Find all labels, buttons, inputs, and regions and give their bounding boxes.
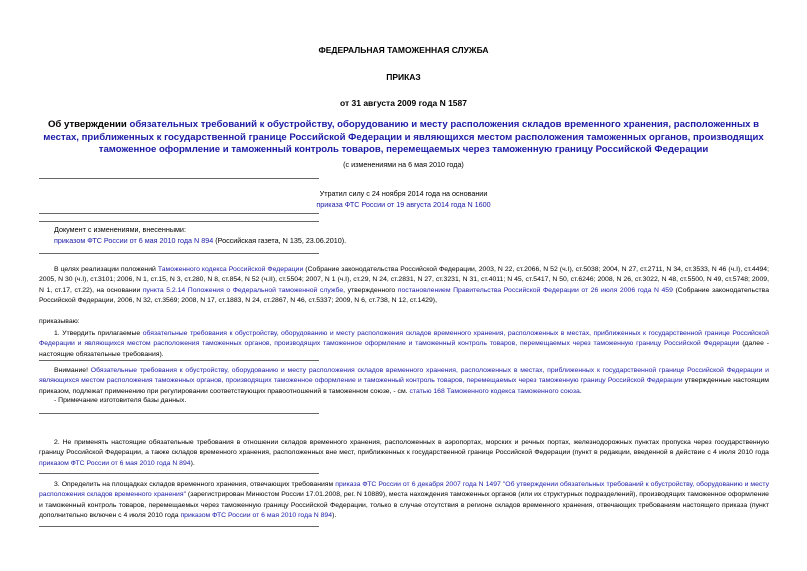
- divider: [39, 178, 319, 179]
- divider: [39, 413, 319, 414]
- title-link[interactable]: обязательных требований к обустройству, оборудованию и месту расположения складов временного хранения, расположенных в местах, приближенных к государственной границе Российской Федерации и являющихся местом расположения таможенных органов, производящих таможенное оформление и таможенный контроль товаров, перемещаемых через таможенную границу Российской Федерации: [43, 119, 764, 156]
- doc-type: ПРИКАЗ: [386, 72, 421, 82]
- divider: [39, 360, 319, 361]
- notice-text: утвержденные настоящим приказом, подлежат применению при регулировании соответствующих правоотношений в таможенном союзе, - см.: [39, 377, 769, 395]
- customs-code-link[interactable]: Таможенного кодекса Российской Федерации: [157, 266, 304, 273]
- item-2: [39, 438, 769, 469]
- notice-requirements-link[interactable]: Обязательные требования к обустройству, оборудованию и месту расположения складов временного хранения, расположенных в местах, приближенных к государственной границе Российской Федерации и являющихся местом расположения таможенных органов, производящих таможенное оформление и таможенный контроль товаров, перемещаемых через таможенную границу Российской Федерации: [39, 367, 770, 385]
- changes-label: Документ с изменениями, внесенными:: [54, 225, 186, 234]
- amendment-order-link[interactable]: приказом ФТС России от 6 мая 2010 года N 894: [39, 459, 191, 467]
- db-maker-note: - Примечание изготовителя базы данных.: [54, 397, 187, 404]
- preamble-text: В целях реализации положений: [54, 266, 158, 273]
- notice-text: .: [579, 387, 582, 395]
- divider: [39, 221, 319, 222]
- divider: [39, 473, 319, 474]
- notice-text: Внимание!: [54, 367, 91, 374]
- expired-link[interactable]: приказа ФТС России от 19 августа 2014 года N 1600: [316, 200, 491, 209]
- changes-line: [54, 236, 754, 246]
- item-text: ).: [190, 459, 195, 467]
- divider: [39, 253, 319, 254]
- item-1: [39, 329, 769, 360]
- item-text: ).: [332, 511, 337, 519]
- orders-label: приказываю:: [39, 318, 80, 325]
- item-text: (зарегистрирован Минюстом России 17.01.2008, рег. N 10889), места нахождения таможенных органов (или их структурных подразделений), производящих таможенное оформление и таможенный контроль товаров, перемещаемых через таможенную границу Российской Федерации, только в случае отсутствия в регионе складов временного хранения, отвечающих требованиям настоящего приказа (пункт дополнительно включен с 4 июля 2010 года: [39, 491, 769, 519]
- agency-name: ФЕДЕРАЛЬНАЯ ТАМОЖЕННАЯ СЛУЖБА: [318, 45, 489, 55]
- customs-union-code-link[interactable]: статью 168 Таможенного кодекса таможенного союза: [409, 387, 580, 395]
- amendment-order-link[interactable]: приказом ФТС России от 6 мая 2010 года N 894: [180, 511, 333, 519]
- requirements-link[interactable]: обязательные требования к обустройству, оборудованию и месту расположения складов временного хранения, расположенных в местах, приближенных к государственной границе Российской Федерации и являющихся местом расположения таможенных органов, производящих таможенное оформление и таможенный контроль товаров, перемещаемых через таможенную границу Российской Федерации: [39, 330, 770, 348]
- item-text: (далее - настоящие обязательные требования).: [39, 340, 769, 358]
- changes-link[interactable]: приказом ФТС России от 6 мая 2010 года N 894: [54, 236, 214, 245]
- government-decree-link[interactable]: постановлением Правительства Российской Федерации от 26 июля 2006 года N 459: [397, 286, 673, 294]
- expired-line: Утратил силу с 24 ноября 2014 года на основании: [319, 189, 488, 198]
- preamble-text: (Собрание законодательства Российской Федерации, 2003, N 22, ст.2066, N 52 (ч.I), ст.5038; 2004, N 27, ст.2711, N 34, ст.3533, N 46 (ч.I), ст.4494; 2005, N 30 (ч.I), ст.3101; 2006, N 1, ст.15, N 3, ст.280, N 8, ст.854, N 52 (ч.II), ст.5504; 2007, N 1 (ч.I), ст.29, N 24, ст.2831, N 27, ст.3231, N 31, ст.4011; N 45, ст.5417, N 50, ст.6246; 2008, N 26, ст.3022, N 48, ст.5500, N 49, ст.5748; 2009, N 1, ст.17, ст.22), на основании: [39, 266, 769, 294]
- divider: [39, 213, 319, 214]
- notice: [39, 366, 769, 397]
- preamble-text: (Собрание законодательства Российской Федерации, 2006, N 32, ст.3569; 2008, N 17, ст.1883, N 24, ст.2867, N 46, ст.5337; 2009, N 6, ст.738, N 12, ст.1429),: [39, 286, 770, 304]
- item-text: 1. Утвердить прилагаемые: [54, 330, 143, 337]
- order-1497-link[interactable]: приказа ФТС России от 6 декабря 2007 года N 1497 "Об утверждении обязательных требований к обустройству, оборудованию и месту расположения складов временного хранения": [39, 481, 769, 499]
- item-text: 3. Определить на площадках складов временного хранения, отвечающих требованиям: [54, 481, 336, 488]
- regulation-link[interactable]: пункта 5.2.14 Положения о Федеральной таможенной службе: [142, 286, 344, 294]
- doc-date-number: от 31 августа 2009 года N 1587: [340, 98, 467, 108]
- title-prefix: Об утверждении: [47, 119, 130, 130]
- changes-rest: (Российская газета, N 135, 23.06.2010).: [213, 236, 347, 245]
- divider: [39, 526, 319, 527]
- item-text: 2. Не применять настоящие обязательные требования в отношении складов временного хранения, расположенных в аэропортах, морских и речных портах, железнодорожных пунктах пропуска через государственную границу Российской Федерации, а также складов временного хранения, расположенных вне мест, приближенных к государственной границе Российской Федерации (пункт в редакции, введенной в действие с 4 июля 2010 года: [39, 439, 769, 457]
- doc-title: [40, 119, 767, 157]
- amendment-note: (с изменениями на 6 мая 2010 года): [343, 160, 464, 169]
- preamble: [39, 265, 769, 306]
- item-3: [39, 480, 769, 521]
- preamble-text: , утвержденного: [343, 286, 398, 294]
